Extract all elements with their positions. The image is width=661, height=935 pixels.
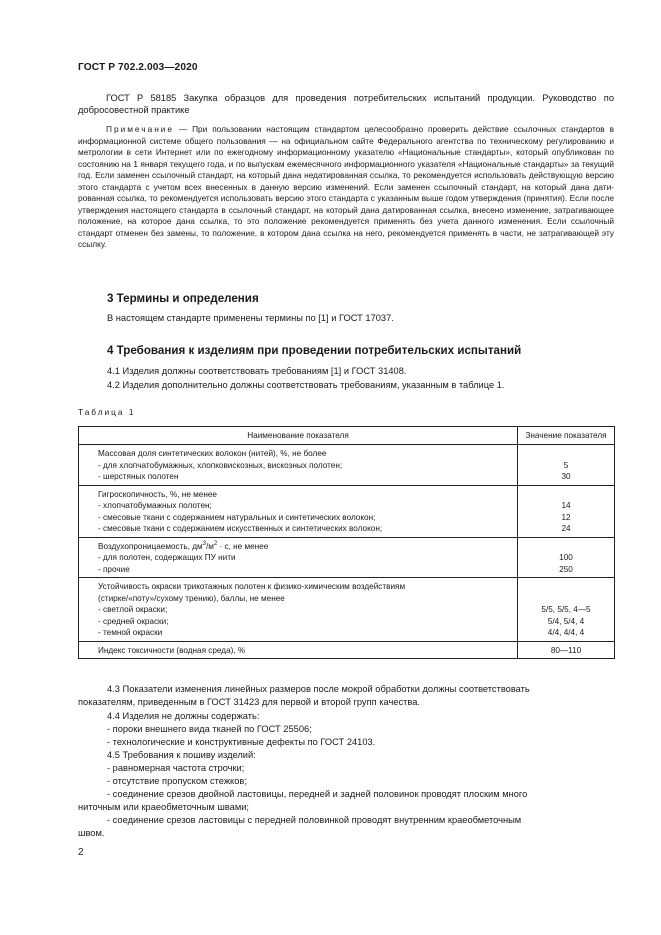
list-item: - пороки внешнего вида тканей по ГОСТ 25506; [107, 724, 312, 734]
column-header-value: Значение показателя [518, 427, 615, 445]
table-row [79, 641, 615, 659]
document-header: ГОСТ Р 702.2.003—2020 [78, 62, 198, 73]
row-name-cell [79, 537, 518, 578]
list-item: - отсутствие пропуском стежков; [107, 776, 247, 786]
row-name-cell [79, 641, 518, 659]
note-text: — При пользовании настоящим стандартом целесообразно проверить действие ссылочных стандартов в информационной системе общего пользования — на официальном сайте Федерального агентства по техническому регулированию и метрологии в сети Интернет или по ежегодному информационному указателю «Национальные стандарты», который опубликован по состоянию на 1 января текущего года, и по выпускам ежемесячного информационного указателя «Национальные стандарты» за текущий год. Если заменен ссылочный стандарт, на который дана недатированная ссылка, то рекомендуется использовать действующую версию этого стандарта с учетом всех внесенных в данную версию изменений. Если заменен ссылочный стандарт, на который дана датированная ссылка, то рекомендуется использовать версию этого стандарта с указанным выше годом утверждения (принятия). Если после утверждения настоящего стандарта в ссылочный стандарт, на который дана датированная ссылка, внесено изменение, затрагивающее положение, на которое дана ссылка, то это положение рекомендуется применять без учета данного изменения. Если ссылочный стандарт отменен без замены, то положение, в котором дана ссылка на него, рекомендуется применять в части, не затрагивающей эту ссылку. [78, 124, 614, 249]
value-line: 5 [563, 460, 569, 470]
title-text: · с, не менее [217, 541, 269, 551]
page-number: 2 [78, 847, 84, 858]
value-spacer [520, 489, 612, 501]
reference-gost-58185: ГОСТ Р 58185 Закупка образцов для проведения потребительских испытаний продукции. Руководство по добросовестной практике [78, 93, 614, 116]
row-name-cell [79, 485, 518, 537]
title-text: Воздухопроницаемость, дм [98, 541, 203, 551]
value-line: 14 [561, 501, 571, 510]
section-3-text: В настоящем стандарте применены термины по [1] и ГОСТ 17037. [107, 313, 394, 323]
row-line: Массовая доля синтетических волокон (нитей), %, не более [98, 449, 327, 458]
table-row [79, 537, 615, 578]
paragraph-4-1: 4.1 Изделия должны соответствовать требованиям [1] и ГОСТ 31408. [107, 366, 407, 376]
note-paragraph [78, 124, 614, 251]
title-text: /м [205, 541, 214, 551]
list-item-continuation: ниточным или краеобметочным швами; [78, 802, 249, 812]
value-line: 30 [561, 472, 571, 481]
section-3-heading: 3 Термины и определения [107, 292, 259, 305]
row-line: Гигроскопичность, %, не менее [98, 489, 217, 499]
list-item-continuation: швом. [78, 828, 105, 838]
row-line: - смесовые ткани с содержанием искусственных и синтетических волокон; [98, 524, 383, 533]
paragraph-4-4: 4.4 Изделия не должны содержать: [107, 711, 260, 721]
value-spacer [520, 448, 612, 460]
row-value-cell [518, 537, 615, 578]
row-line: - средней окраски; [98, 616, 169, 626]
value-line: 250 [559, 564, 573, 574]
row-line: - для хлопчатобумажных, хлопковискозных, вискозных полотен; [98, 460, 343, 470]
value-spacer [520, 541, 612, 553]
value-line: 5/5, 5/5, 4—5 [541, 605, 591, 614]
row-line: Индекс токсичности (водная среда), % [98, 645, 246, 655]
row-line: Устойчивость окраски трикотажных полотен к физико-химическим воздействиям [98, 582, 406, 591]
row-line: - прочие [98, 564, 130, 574]
superscript: 2 [213, 540, 218, 547]
value-line: 5/4, 5/4, 4 [547, 616, 585, 626]
row-name-cell [79, 445, 518, 486]
row-line: - светлой окраски; [98, 605, 168, 614]
row-line: - хлопчатобумажных полотен; [98, 501, 212, 510]
row-line [98, 541, 513, 553]
value-line: 4/4, 4/4, 4 [547, 628, 585, 637]
table-row [79, 578, 615, 642]
paragraph-4-3-line2: показателям, приведенным в ГОСТ 31423 для первой и второй групп качества. [78, 697, 420, 707]
table-caption: Таблица 1 [78, 407, 136, 417]
row-value-cell [518, 485, 615, 537]
row-line: - смесовые ткани с содержанием натуральных и синтетических волокон; [98, 512, 376, 522]
row-value-cell [518, 445, 615, 486]
table-row [79, 485, 615, 537]
column-header-name: Наименование показателя [79, 427, 518, 445]
row-name-cell [79, 578, 518, 642]
note-label: Примечание [106, 124, 175, 134]
paragraph-4-3-line1: 4.3 Показатели изменения линейных размеров после мокрой обработки должны соответствовать [107, 684, 530, 694]
row-value-cell [518, 578, 615, 642]
section-4-heading: 4 Требования к изделиям при проведении потребительских испытаний [107, 344, 522, 357]
table-header-row [79, 427, 615, 445]
row-line: (стирке/«поту»/сухому трению), баллы, не менее [98, 593, 285, 603]
list-item: - равномерная частота строчки; [107, 763, 245, 773]
row-line: - для полотен, содержащих ПУ нити [98, 553, 236, 562]
table-row [79, 445, 615, 486]
row-line: - шерстяных полотен [98, 472, 179, 481]
list-item: - технологические и конструктивные дефекты по ГОСТ 24103. [107, 737, 376, 747]
requirements-table [78, 426, 615, 659]
row-line: - темной окраски [98, 628, 163, 637]
superscript: 3 [202, 540, 206, 547]
paragraph-4-5: 4.5 Требования к пошиву изделий: [107, 750, 256, 760]
value-line: 80—110 [550, 645, 582, 655]
value-spacer [520, 593, 612, 605]
value-line: 24 [561, 524, 571, 533]
value-line: 12 [561, 512, 571, 522]
value-spacer [520, 581, 612, 593]
row-value-cell [518, 641, 615, 659]
paragraph-4-2: 4.2 Изделия дополнительно должны соответствовать требованиям, указанным в таблице 1. [107, 380, 505, 390]
list-item: - соединение срезов двойной ластовицы, передней и задней половинок проводят плоским много [107, 789, 528, 799]
value-line: 100 [559, 553, 573, 562]
list-item: - соединение срезов ластовицы с передней половинкой проводят внутренним краеобметочным [107, 815, 522, 825]
